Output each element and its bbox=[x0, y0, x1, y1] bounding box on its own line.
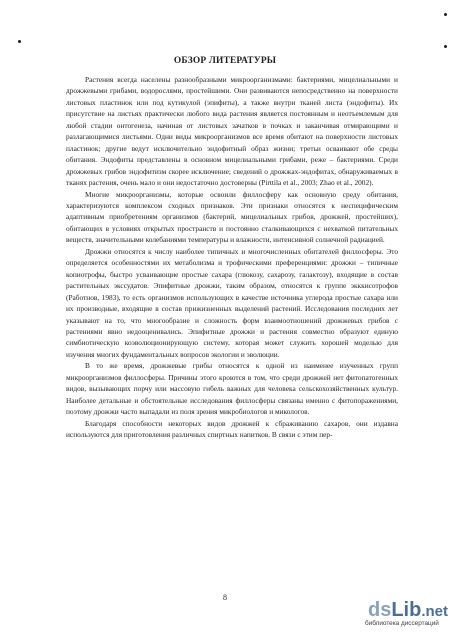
paragraph: Благодаря способности некоторых видов дрожжей к сбраживанию сахаров, они издавна используются для приготовления различных спиртных напитков. В связи с этим пер- bbox=[66, 418, 398, 440]
logo-net: .net bbox=[421, 603, 449, 620]
margin-bullet bbox=[444, 13, 447, 16]
logo-ds: ds bbox=[368, 599, 392, 621]
page-number: 8 bbox=[223, 593, 227, 602]
section-heading: ОБЗОР ЛИТЕРАТУРЫ bbox=[173, 56, 277, 66]
watermark-caption: библиотека диссертаций bbox=[365, 620, 439, 627]
dslib-logo bbox=[368, 600, 448, 622]
paragraph: В то же время, дрожжевые грибы относятся к одной из наименее изученных групп микроорганизмов филлосферы. Причины этого кроются в том, что среди дрожжей нет фитопатогенных видов, вызывающих порчу или массовую гибель важных для человека сельскохозяйственных культур. Наиболее детальные и обстоятельные исследования филлосферы связаны именно с фитопоражениями, поэтому дрожжи часто выпадали из поля зрения микробиологов и микологов. bbox=[66, 361, 398, 417]
margin-bullet bbox=[18, 40, 21, 43]
margin-bullet bbox=[444, 45, 447, 48]
logo-lib: Lib bbox=[391, 599, 422, 621]
paragraph: Растения всегда населены разнообразными микроорганизмами: бактериями, мицелиальными и дрожжевыми грибами, водорослями, простейшими. Они развиваются непосредственно на поверхности листовых пластинок или под кутикулой (эпифиты), а также внутри тканей листа (эндофиты). Их присутствие на листьях практически любого вида растения является постоянным и неотъемлемым для любой стадии онтогенеза, начиная от листовых зачатков в почках и заканчивая отмирающими и разлагающимися листьями. Одни виды микроорганизмов все время обитают на поверхности листовых пластинок; другие ведут исключительно эндофитный образ жизни; третьи осваивают обе среды обитания. Эндофиты представлены в основном мицелиальными грибами, реже – бактериями. Среди дрожжевых грибов эндофитизм скорее исключение; сведений о дрожжах-эндофитах, обнаруживаемых в тканях растения, очень мало и они недостаточно достоверны (Pirttila et al., 2003; Zhao et al., 2002). bbox=[66, 75, 398, 188]
paragraph: Многие микроорганизмы, которые освоили филлосферу как основную среду обитания, характеризуются комплексом сходных признаков. Эти признаки относятся к неспецифическим адаптивным приобретениям организмов (бактерий, мицелиальных грибов, дрожжей, простейших), обитающих в условиях открытых пространств и постоянно сталкивающихся с нехваткой питательных веществ, значительными колебаниями температуры и влажности, интенсивной солнечной радиацией. bbox=[66, 189, 398, 245]
dslib-watermark[interactable] bbox=[365, 599, 449, 630]
body-text bbox=[66, 74, 398, 441]
paragraph: Дрожжи относятся к числу наиболее типичных и многочисленных обитателей филлосферы. Это определяется особенностями их метаболизма и трофическими преференциями: дрожжи – типичные копиотрофы, быстро усваивающие простые сахара (глюкозу, сахарозу, галактозу), входящие в состав растительных экссудатов. Эпифитные дрожжи, таким образом, относятся к группе экккисотрофов (Работнов, 1983), то есть организмов использующих в качестве источника углерода простые сахара или их производные, входящие в состав прижизненных выделений растений. Исследования последних лет указывают на то, что многообразие и сложность форм взаимоотношений дрожжевых грибов с растениями явно недооценивались. Эпифитные дрожжи и растения совместно образуют единую симбиотическую коэволюционирующую систему, которая может служить хорошей моделью для изучения многих фундаментальных вопросов экологии и эволюции. bbox=[66, 246, 398, 359]
